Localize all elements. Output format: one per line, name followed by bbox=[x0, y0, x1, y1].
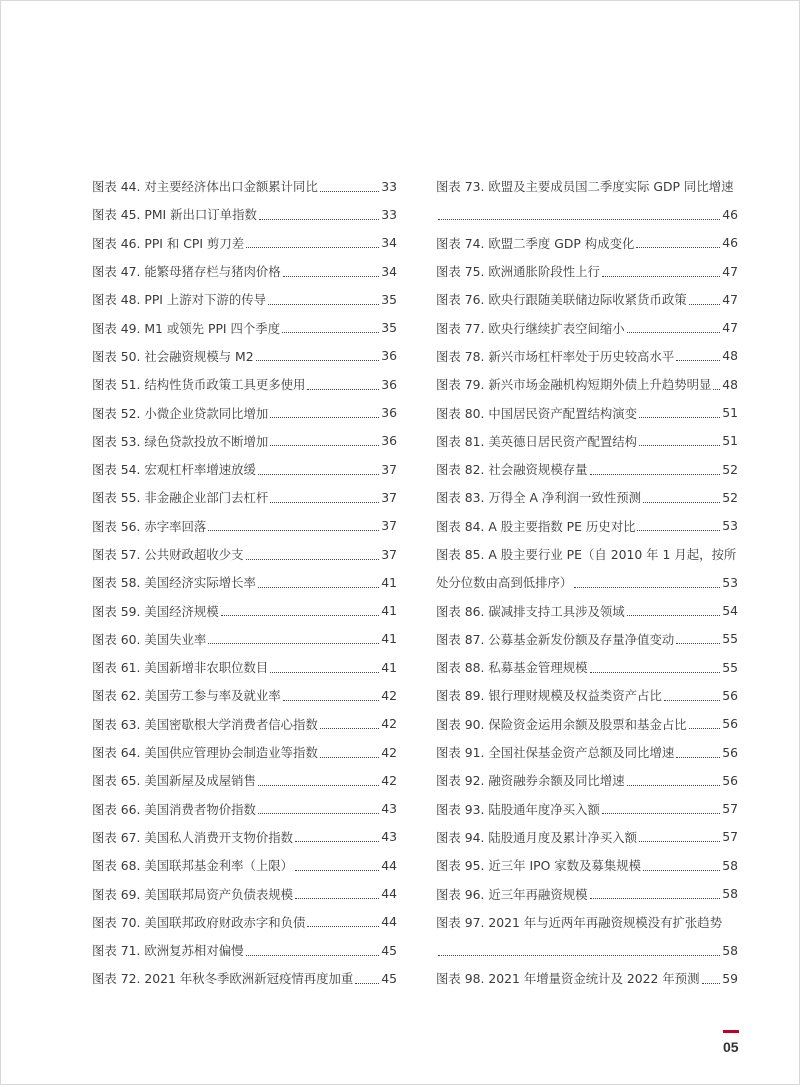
toc-entry[interactable] bbox=[436, 172, 738, 200]
toc-leader-dots bbox=[637, 530, 720, 531]
toc-entry-page: 45 bbox=[381, 942, 397, 958]
toc-entry[interactable] bbox=[92, 483, 397, 511]
toc-entry-page: 51 bbox=[722, 405, 738, 421]
toc-leader-dots bbox=[438, 955, 720, 956]
toc-entry-title: 图表 88. 私募基金管理规模 bbox=[436, 660, 588, 676]
toc-entry[interactable] bbox=[436, 936, 738, 964]
toc-entry-title: 图表 90. 保险资金运用余额及股票和基金占比 bbox=[436, 716, 687, 732]
toc-leader-dots bbox=[676, 360, 720, 361]
toc-leader-dots bbox=[295, 841, 379, 842]
toc-entry-page: 37 bbox=[381, 518, 397, 534]
toc-entry-title: 图表 62. 美国劳工参与率及就业率 bbox=[92, 688, 281, 704]
toc-entry-page: 44 bbox=[381, 857, 397, 873]
toc-entry-title: 图表 74. 欧盟二季度 GDP 构成变化 bbox=[436, 235, 635, 251]
toc-entry-title: 图表 77. 欧央行继续扩表空间缩小 bbox=[436, 320, 625, 336]
toc-entry-title: 图表 70. 美国联邦政府财政赤字和负债 bbox=[92, 914, 306, 930]
toc-entry-page: 51 bbox=[722, 433, 738, 449]
toc-entry[interactable] bbox=[92, 172, 397, 200]
toc-entry[interactable] bbox=[436, 398, 738, 426]
toc-leader-dots bbox=[590, 898, 721, 899]
toc-entry-title: 图表 84. A 股主要指数 PE 历史对比 bbox=[436, 518, 636, 534]
toc-entry-page: 43 bbox=[381, 801, 397, 817]
toc-entry-title: 图表 48. PPI 上游对下游的传导 bbox=[92, 292, 267, 308]
toc-entry[interactable] bbox=[92, 653, 397, 681]
toc-entry-page: 35 bbox=[381, 320, 397, 336]
toc-leader-dots bbox=[221, 615, 380, 616]
toc-leader-dots bbox=[208, 643, 379, 644]
toc-leader-dots bbox=[590, 672, 721, 673]
page-footer bbox=[723, 1030, 743, 1055]
page-number: 05 bbox=[723, 1039, 739, 1055]
toc-entry-page: 33 bbox=[381, 206, 397, 222]
toc-leader-dots bbox=[258, 587, 379, 588]
toc-entry[interactable] bbox=[436, 257, 738, 285]
toc-entry[interactable] bbox=[436, 540, 738, 568]
toc-entry-page: 43 bbox=[381, 829, 397, 845]
toc-entry-page: 46 bbox=[722, 206, 738, 222]
toc-entry-page: 53 bbox=[722, 518, 738, 534]
toc-leader-dots bbox=[574, 587, 720, 588]
toc-entry-title: 图表 54. 宏观杠杆率增速放缓 bbox=[92, 462, 256, 478]
toc-entry[interactable] bbox=[92, 313, 397, 341]
toc-entry[interactable] bbox=[92, 285, 397, 313]
toc-entry-page: 42 bbox=[381, 744, 397, 760]
toc-entry-page: 34 bbox=[381, 235, 397, 251]
toc-leader-dots bbox=[246, 559, 380, 560]
toc-leader-dots bbox=[256, 360, 380, 361]
toc-leader-dots bbox=[270, 502, 379, 503]
toc-entry[interactable] bbox=[92, 370, 397, 398]
toc-entry-page: 55 bbox=[722, 631, 738, 647]
toc-leader-dots bbox=[295, 898, 379, 899]
toc-entry-title: 图表 73. 欧盟及主要成员国二季度实际 GDP 同比增速 bbox=[436, 179, 734, 195]
toc-entry-page: 36 bbox=[381, 376, 397, 392]
toc-leader-dots bbox=[643, 502, 720, 503]
toc-leader-dots bbox=[208, 530, 379, 531]
toc-entry-page: 48 bbox=[722, 348, 738, 364]
toc-leader-dots bbox=[355, 983, 379, 984]
toc-entry-title: 图表 95. 近三年 IPO 家数及募集规模 bbox=[436, 858, 642, 874]
toc-leader-dots bbox=[282, 332, 379, 333]
toc-leader-dots bbox=[283, 276, 380, 277]
toc-leader-dots bbox=[270, 672, 379, 673]
toc-entry-title: 图表 63. 美国密歇根大学消费者信心指数 bbox=[92, 716, 318, 732]
toc-entry[interactable] bbox=[92, 455, 397, 483]
toc-entry[interactable] bbox=[436, 483, 738, 511]
toc-entry[interactable] bbox=[436, 285, 738, 313]
toc-entry-title: 图表 87. 公募基金新发份额及存量净值变动 bbox=[436, 631, 675, 647]
toc-leader-dots bbox=[320, 191, 379, 192]
toc-entry-page: 44 bbox=[381, 886, 397, 902]
toc-entry-title: 图表 67. 美国私人消费开支物价指数 bbox=[92, 829, 294, 845]
toc-entry-title: 图表 81. 美英德日居民资产配置结构 bbox=[436, 433, 638, 449]
toc-entry-page: 55 bbox=[722, 659, 738, 675]
toc-entry-page: 41 bbox=[381, 574, 397, 590]
page-number-accent-bar bbox=[723, 1030, 739, 1033]
toc-entry-title: 图表 49. M1 或领先 PPI 四个季度 bbox=[92, 320, 281, 336]
toc-entry-page: 59 bbox=[722, 970, 738, 986]
toc-entry[interactable] bbox=[436, 681, 738, 709]
toc-entry[interactable] bbox=[436, 766, 738, 794]
toc-entry-page: 41 bbox=[381, 659, 397, 675]
toc-leader-dots bbox=[258, 474, 379, 475]
toc-entry[interactable] bbox=[436, 313, 738, 341]
toc-entry-page: 58 bbox=[722, 886, 738, 902]
toc-entry-title: 图表 94. 陆股通月度及累计净买入额 bbox=[436, 829, 638, 845]
toc-leader-dots bbox=[270, 417, 379, 418]
toc-entry[interactable] bbox=[436, 568, 738, 596]
toc-entry-page: 42 bbox=[381, 772, 397, 788]
toc-entry[interactable] bbox=[436, 710, 738, 738]
toc-entry-page: 36 bbox=[381, 433, 397, 449]
toc-entry[interactable] bbox=[92, 200, 397, 228]
toc-entry-page: 56 bbox=[722, 716, 738, 732]
toc-leader-dots bbox=[246, 955, 380, 956]
toc-entry-title: 图表 86. 碳减排支持工具涉及领域 bbox=[436, 603, 625, 619]
toc-entry[interactable] bbox=[92, 427, 397, 455]
toc-entry[interactable] bbox=[92, 625, 397, 653]
toc-entry-page: 56 bbox=[722, 744, 738, 760]
toc-entry-title: 图表 80. 中国居民资产配置结构演变 bbox=[436, 405, 638, 421]
toc-entry[interactable] bbox=[92, 823, 397, 851]
toc-entry[interactable] bbox=[436, 879, 738, 907]
toc-leader-dots bbox=[627, 615, 721, 616]
toc-entry-title: 图表 46. PPI 和 CPI 剪刀差 bbox=[92, 235, 245, 251]
toc-entry[interactable] bbox=[436, 738, 738, 766]
toc-entry-title: 图表 65. 美国新屋及成屋销售 bbox=[92, 773, 256, 789]
toc-entry[interactable] bbox=[92, 681, 397, 709]
toc-entry[interactable] bbox=[92, 851, 397, 879]
toc-entry-page: 37 bbox=[381, 489, 397, 505]
toc-entry[interactable] bbox=[92, 710, 397, 738]
toc-leader-dots bbox=[676, 757, 720, 758]
toc-entry-title: 图表 52. 小微企业贷款同比增加 bbox=[92, 405, 269, 421]
toc-entry-title: 图表 45. PMI 新出口订单指数 bbox=[92, 207, 257, 223]
toc-entry[interactable] bbox=[436, 908, 738, 936]
toc-entry[interactable] bbox=[436, 229, 738, 257]
toc-leader-dots bbox=[676, 643, 720, 644]
toc-entry-page: 34 bbox=[381, 263, 397, 279]
toc-entry-title: 图表 89. 银行理财规模及权益类资产占比 bbox=[436, 688, 662, 704]
toc-leader-dots bbox=[639, 417, 720, 418]
toc-entry-title: 图表 83. 万得全 A 净利润一致性预测 bbox=[436, 490, 642, 506]
toc-entry[interactable] bbox=[92, 738, 397, 766]
toc-entry[interactable] bbox=[92, 512, 397, 540]
toc-leader-dots bbox=[246, 247, 379, 248]
toc-entry-page: 57 bbox=[722, 829, 738, 845]
toc-entry-title: 图表 85. A 股主要行业 PE（自 2010 年 1 月起，按所 bbox=[436, 547, 737, 562]
toc-leader-dots bbox=[713, 389, 720, 390]
toc-entry-page: 41 bbox=[381, 603, 397, 619]
toc-entry[interactable] bbox=[92, 964, 397, 992]
toc-entry-title: 图表 96. 近三年再融资规模 bbox=[436, 886, 588, 902]
toc-leader-dots bbox=[627, 785, 721, 786]
toc-entry-page: 36 bbox=[381, 405, 397, 421]
toc-entry[interactable] bbox=[436, 625, 738, 653]
toc-entry-title: 图表 75. 欧洲通胀阶段性上行 bbox=[436, 264, 600, 280]
toc-leader-dots bbox=[307, 926, 379, 927]
toc-entry-page: 37 bbox=[381, 546, 397, 562]
toc-entry-title: 图表 51. 结构性货币政策工具更多使用 bbox=[92, 377, 306, 393]
toc-entry[interactable] bbox=[436, 795, 738, 823]
toc-entry[interactable] bbox=[436, 851, 738, 879]
toc-entry-title: 图表 44. 对主要经济体出口金额累计同比 bbox=[92, 179, 318, 195]
toc-leader-dots bbox=[438, 219, 720, 220]
toc-entry-page: 58 bbox=[722, 942, 738, 958]
toc-leader-dots bbox=[602, 276, 720, 277]
toc-entry[interactable] bbox=[92, 398, 397, 426]
toc-entry-title: 图表 71. 欧洲复苏相对偏慢 bbox=[92, 943, 244, 959]
toc-leader-dots bbox=[627, 332, 721, 333]
toc-leader-dots bbox=[689, 304, 721, 305]
toc-entry[interactable] bbox=[92, 766, 397, 794]
toc-entry[interactable] bbox=[92, 568, 397, 596]
toc-entry[interactable] bbox=[436, 342, 738, 370]
toc-entry-title: 图表 92. 融资融券余额及同比增速 bbox=[436, 773, 625, 789]
toc-leader-dots bbox=[320, 757, 379, 758]
toc-entry-page: 41 bbox=[381, 631, 397, 647]
toc-entry[interactable] bbox=[92, 908, 397, 936]
toc-entry-title: 图表 69. 美国联邦局资产负债表规模 bbox=[92, 886, 294, 902]
toc-entry-page: 47 bbox=[722, 263, 738, 279]
toc-entry[interactable] bbox=[92, 936, 397, 964]
toc-entry[interactable] bbox=[436, 823, 738, 851]
toc-entry-title: 图表 98. 2021 年增量资金统计及 2022 年预测 bbox=[436, 971, 700, 987]
toc-entry-page: 46 bbox=[722, 235, 738, 251]
toc-entry-title: 图表 66. 美国消费者物价指数 bbox=[92, 801, 256, 817]
toc-entry-title: 图表 72. 2021 年秋冬季欧洲新冠疫情再度加重 bbox=[92, 971, 354, 987]
toc-leader-dots bbox=[590, 474, 721, 475]
toc-leader-dots bbox=[664, 700, 720, 701]
toc-entry[interactable] bbox=[436, 200, 738, 228]
toc-leader-dots bbox=[258, 813, 379, 814]
toc-entry-page: 35 bbox=[381, 291, 397, 307]
toc-entry[interactable] bbox=[92, 540, 397, 568]
toc-entry[interactable] bbox=[92, 879, 397, 907]
toc-entry-page: 45 bbox=[381, 970, 397, 986]
toc-entry-title: 图表 93. 陆股通年度净买入额 bbox=[436, 801, 600, 817]
toc-entry-page: 42 bbox=[381, 716, 397, 732]
toc-entry-page: 48 bbox=[722, 376, 738, 392]
toc-entry-page: 47 bbox=[722, 320, 738, 336]
toc-entry-page: 56 bbox=[722, 772, 738, 788]
toc-entry-page: 53 bbox=[722, 574, 738, 590]
toc-entry[interactable] bbox=[436, 427, 738, 455]
toc-entry-title: 图表 58. 美国经济实际增长率 bbox=[92, 575, 256, 591]
toc-leader-dots bbox=[258, 785, 379, 786]
toc-entry-title: 图表 76. 欧央行跟随美联储边际收紧货币政策 bbox=[436, 292, 687, 308]
toc-entry-title: 图表 56. 赤字率回落 bbox=[92, 518, 207, 534]
toc-entry[interactable] bbox=[436, 455, 738, 483]
toc-entry[interactable] bbox=[92, 342, 397, 370]
toc-entry-title: 图表 47. 能繁母猪存栏与猪肉价格 bbox=[92, 264, 281, 280]
toc-entry-page: 56 bbox=[722, 687, 738, 703]
toc-entry[interactable] bbox=[436, 964, 738, 992]
toc-entry[interactable] bbox=[436, 653, 738, 681]
toc-entry-title: 图表 82. 社会融资规模存量 bbox=[436, 462, 588, 478]
toc-column-left bbox=[92, 172, 397, 993]
toc-entry[interactable] bbox=[436, 596, 738, 624]
toc-entry-title: 图表 97. 2021 年与近两年再融资规模没有扩张趋势 bbox=[436, 914, 723, 930]
toc-entry[interactable] bbox=[92, 795, 397, 823]
toc-entry-title: 图表 59. 美国经济规模 bbox=[92, 603, 219, 619]
toc-entry-page: 57 bbox=[722, 801, 738, 817]
toc-entry-page: 58 bbox=[722, 857, 738, 873]
toc-entry-page: 47 bbox=[722, 291, 738, 307]
toc-leader-dots bbox=[639, 445, 720, 446]
toc-entry-title: 图表 68. 美国联邦基金利率（上限） bbox=[92, 858, 294, 874]
toc-entry-page: 52 bbox=[722, 489, 738, 505]
toc-entry-title: 图表 91. 全国社保基金资产总额及同比增速 bbox=[436, 745, 675, 761]
toc-leader-dots bbox=[636, 247, 720, 248]
toc-leader-dots bbox=[268, 304, 379, 305]
toc-leader-dots bbox=[295, 870, 379, 871]
toc-leader-dots bbox=[702, 983, 721, 984]
toc-leader-dots bbox=[259, 219, 379, 220]
toc-leader-dots bbox=[689, 728, 721, 729]
toc-leader-dots bbox=[283, 700, 380, 701]
toc-entry-title: 处分位数由高到低排序） bbox=[436, 575, 573, 591]
toc-entry-title: 图表 78. 新兴市场杠杆率处于历史较高水平 bbox=[436, 348, 675, 364]
toc-entry[interactable] bbox=[436, 370, 738, 398]
toc-column-right bbox=[436, 172, 738, 993]
toc-leader-dots bbox=[320, 728, 379, 729]
toc-entry-title: 图表 61. 美国新增非农职位数目 bbox=[92, 660, 269, 676]
toc-entry-title: 图表 79. 新兴市场金融机构短期外债上升趋势明显 bbox=[436, 377, 712, 393]
toc-leader-dots bbox=[643, 870, 720, 871]
toc-entry-title: 图表 53. 绿色贷款投放不断增加 bbox=[92, 433, 269, 449]
toc-leader-dots bbox=[639, 841, 720, 842]
toc-leader-dots bbox=[602, 813, 720, 814]
toc-entry-page: 36 bbox=[381, 348, 397, 364]
toc-leader-dots bbox=[270, 445, 379, 446]
toc-entry-page: 44 bbox=[381, 914, 397, 930]
toc-leader-dots bbox=[307, 389, 379, 390]
toc-entry-page: 37 bbox=[381, 461, 397, 477]
toc-entry-page: 52 bbox=[722, 461, 738, 477]
toc-entry-title: 图表 57. 公共财政超收少支 bbox=[92, 547, 244, 562]
toc-entry-title: 图表 60. 美国失业率 bbox=[92, 631, 207, 647]
toc-entry-page: 54 bbox=[722, 603, 738, 619]
toc-entry-title: 图表 55. 非金融企业部门去杠杆 bbox=[92, 490, 269, 506]
toc-entry[interactable] bbox=[92, 596, 397, 624]
toc-entry[interactable] bbox=[92, 229, 397, 257]
toc-entry[interactable] bbox=[92, 257, 397, 285]
toc-entry-title: 图表 50. 社会融资规模与 M2 bbox=[92, 348, 254, 364]
toc-entry-title: 图表 64. 美国供应管理协会制造业等指数 bbox=[92, 745, 318, 761]
toc-entry[interactable] bbox=[436, 512, 738, 540]
toc-entry-page: 33 bbox=[381, 178, 397, 194]
toc-entry-page: 42 bbox=[381, 687, 397, 703]
